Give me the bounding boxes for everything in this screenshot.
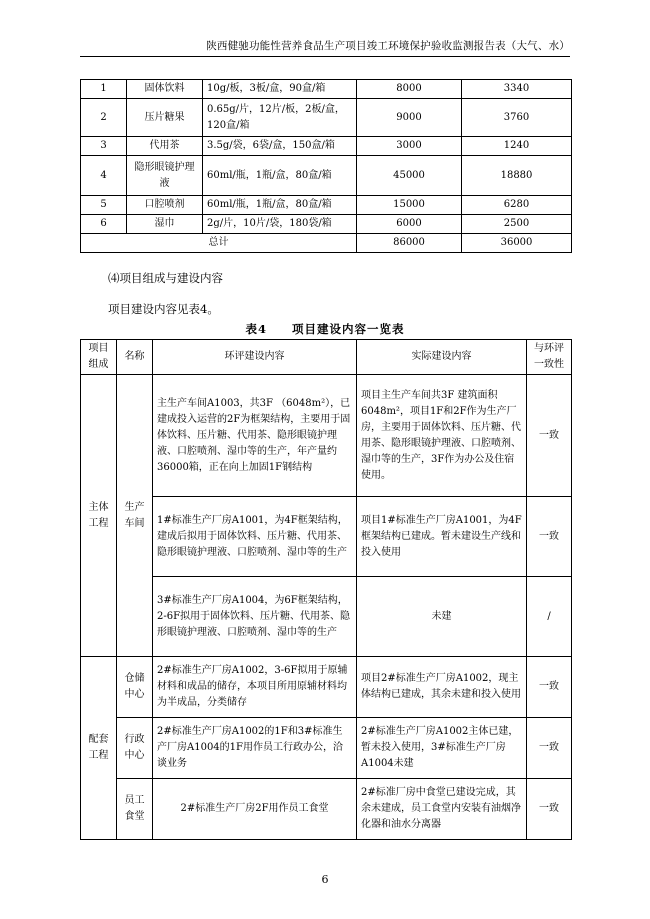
cell-name: 固体饮料 [127, 80, 203, 99]
cell-name: 压片糖果 [127, 99, 203, 137]
table-row [81, 156, 572, 196]
cell-name: 湿巾 [127, 215, 203, 234]
section-heading: ⑷项目组成与建设内容 [108, 271, 223, 285]
group-cell: 配套工程 [81, 657, 117, 840]
actual-cell: 2#标准厂房中食堂已建设完成，其余未建成，员工食堂内安装有油烟净化器和油水分离器 [357, 779, 527, 840]
total-value: 86000 [357, 234, 462, 253]
page-header: 陕西健驰功能性营养食品生产项目竣工环境保护验收监测报告表（大气、水） [80, 38, 570, 57]
actual-cell: 2#标准生产厂房A1002主体已建，暂未投入使用，3#标准生产厂房A1004未建 [357, 718, 527, 779]
cell-value: 3760 [462, 99, 572, 137]
cell-no: 3 [81, 137, 127, 156]
table-row [81, 375, 572, 497]
cell-no: 5 [81, 196, 127, 215]
cell-value: 6280 [462, 196, 572, 215]
planned-cell: 主生产车间A1003，共3F （6048m²），已建成投入运营的2F为框架结构，主要用于固体饮料、压片糖、代用茶、隐形眼镜护理液、口腔喷剂、湿巾等的生产，年产量约36000箱，正在向上加固1F钢结构 [153, 375, 357, 497]
consistency-cell: / [527, 577, 572, 657]
table-row [81, 657, 572, 718]
header-group: 项目组成 [81, 340, 117, 375]
consistency-cell: 一致 [527, 718, 572, 779]
cell-spec: 60ml/瓶，1瓶/盒，80盒/箱 [203, 196, 357, 215]
cell-spec: 3.5g/袋，6袋/盒，150盒/箱 [203, 137, 357, 156]
cell-value: 15000 [357, 196, 462, 215]
table-row [81, 577, 572, 657]
planned-cell: 2#标准生产厂房A1002，3-6F拟用于原辅材料和成品的储存，本项目所用原辅材料均为半成品，分类储存 [153, 657, 357, 718]
header-planned: 环评建设内容 [153, 340, 357, 375]
header-consistency: 与环评一致性 [527, 340, 572, 375]
consistency-cell: 一致 [527, 657, 572, 718]
cell-value: 1240 [462, 137, 572, 156]
table-row [81, 779, 572, 840]
name-cell: 生产车间 [117, 375, 153, 657]
name-cell: 员工食堂 [117, 779, 153, 840]
planned-cell: 2#标准生产厂房A1002的1F和3#标准生产厂房A1004的1F用作员工行政办公，洽谈业务 [153, 718, 357, 779]
planned-cell: 3#标准生产厂房A1004，为6F框架结构，2-6F拟用于固体饮料、压片糖、代用茶、隐形眼镜护理液、口腔喷剂、湿巾等的生产 [153, 577, 357, 657]
cell-value: 9000 [357, 99, 462, 137]
table-row [81, 99, 572, 137]
name-cell: 行政中心 [117, 718, 153, 779]
total-value: 36000 [462, 234, 572, 253]
table-row [81, 80, 572, 99]
cell-spec: 60ml/瓶，1瓶/盒，80盒/箱 [203, 156, 357, 196]
actual-cell: 未建 [357, 577, 527, 657]
planned-cell: 1#标准生产厂房A1001，为4F框架结构，建成后拟用于固体饮料、压片糖、代用茶、隐形眼镜护理液、口腔喷剂、湿巾等的生产 [153, 497, 357, 577]
section-text: 项目建设内容见表4。 [108, 302, 219, 316]
header-actual: 实际建设内容 [357, 340, 527, 375]
cell-name: 代用茶 [127, 137, 203, 156]
cell-name: 隐形眼镜护理液 [127, 156, 203, 196]
cell-no: 6 [81, 215, 127, 234]
cell-spec: 0.65g/片，12片/板，2板/盒，120盒/箱 [203, 99, 357, 137]
cell-value: 45000 [357, 156, 462, 196]
header-name: 名称 [117, 340, 153, 375]
cell-value: 8000 [357, 80, 462, 99]
cell-value: 6000 [357, 215, 462, 234]
consistency-cell: 一致 [527, 779, 572, 840]
total-row [81, 234, 572, 253]
cell-value: 2500 [462, 215, 572, 234]
cell-value: 3000 [357, 137, 462, 156]
cell-no: 1 [81, 80, 127, 99]
product-table [80, 79, 572, 253]
page-number: 6 [321, 873, 329, 886]
name-cell: 仓储中心 [117, 657, 153, 718]
table-caption: 表4 项目建设内容一览表 [245, 322, 405, 336]
actual-cell: 项目1#标准生产厂房A1001，为4F框架结构已建成。暂未建设生产线和投入使用 [357, 497, 527, 577]
actual-cell: 项目2#标准生产厂房A1002，现主体结构已建成，其余未建和投入使用 [357, 657, 527, 718]
table-row [81, 497, 572, 577]
cell-name: 口腔喷剂 [127, 196, 203, 215]
construction-table [80, 339, 572, 840]
total-label: 总计 [81, 234, 357, 253]
table-row [81, 196, 572, 215]
cell-value: 18880 [462, 156, 572, 196]
cell-spec: 10g/板，3板/盒，90盒/箱 [203, 80, 357, 99]
cell-no: 2 [81, 99, 127, 137]
table-row [81, 718, 572, 779]
group-cell: 主体工程 [81, 375, 117, 657]
consistency-cell: 一致 [527, 375, 572, 497]
table-header-row [81, 340, 572, 375]
planned-cell: 2#标准生产厂房2F用作员工食堂 [153, 779, 357, 840]
table-row [81, 215, 572, 234]
cell-no: 4 [81, 156, 127, 196]
cell-spec: 2g/片，10片/袋，180袋/箱 [203, 215, 357, 234]
consistency-cell: 一致 [527, 497, 572, 577]
cell-value: 3340 [462, 80, 572, 99]
table-row [81, 137, 572, 156]
actual-cell: 项目主生产车间共3F 建筑面积6048m²，项目1F和2F作为生产厂房，主要用于固体饮料、压片糖、代用茶、隐形眼镜护理液、口腔喷剂、湿巾等的生产，3F作为办公及住宿使用。 [357, 375, 527, 497]
